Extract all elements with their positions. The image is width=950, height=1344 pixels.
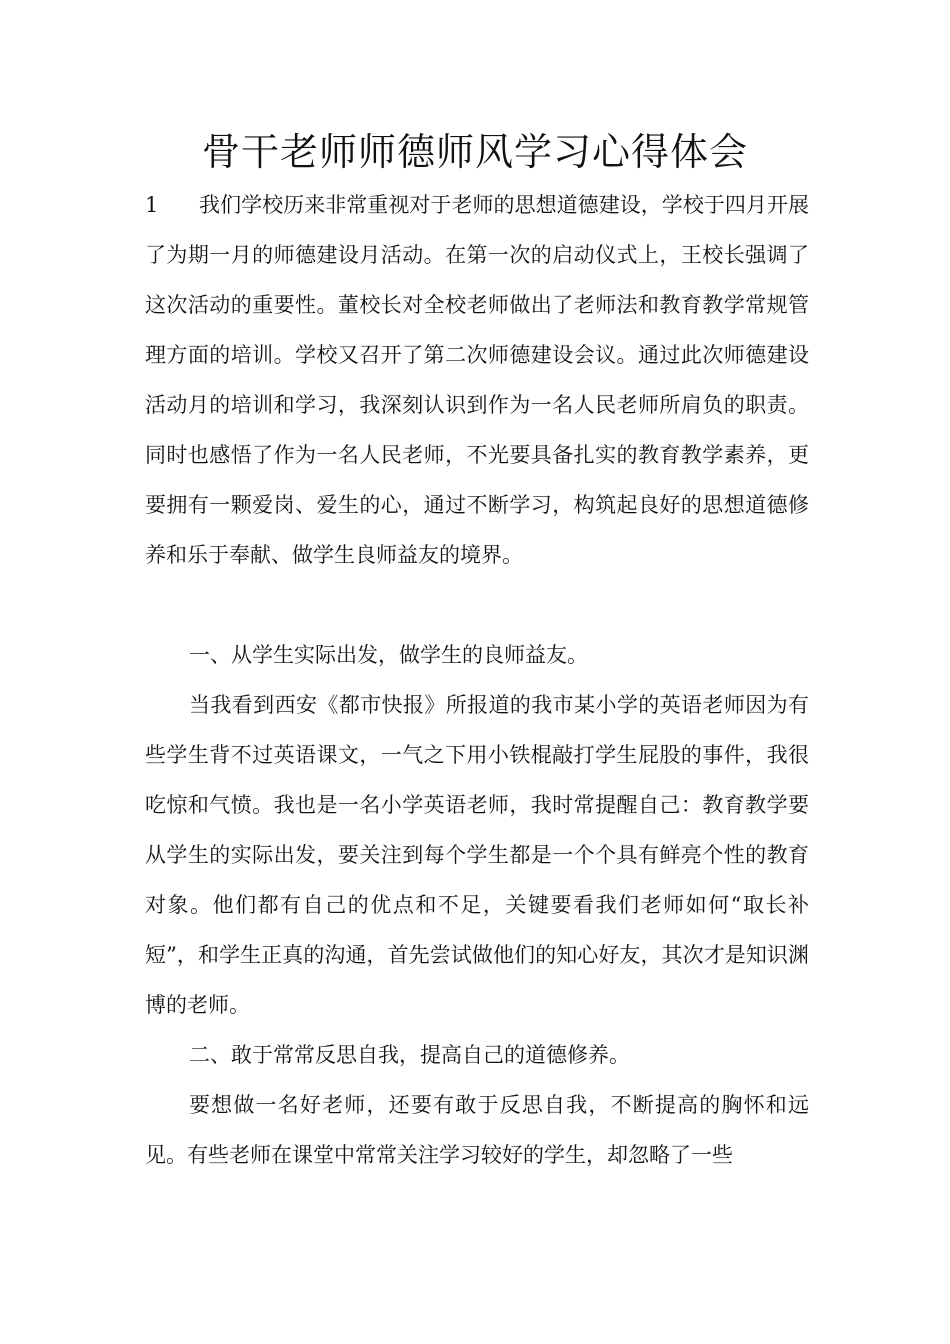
section-heading-2: 二、敢于常常反思自我，提高自己的道德修养。	[189, 1043, 630, 1067]
paragraph-1	[145, 180, 809, 580]
paragraph-number: 1	[145, 193, 159, 217]
section-heading-1: 一、从学生实际出发，做学生的良师益友。	[189, 643, 588, 667]
paragraph-spacer	[145, 580, 809, 630]
paragraph-1-text: 我们学校历来非常重视对于老师的思想道德建设，学校于四月开展了为期一月的师德建设月活动。在第一次的启动仪式上，王校长强调了这次活动的重要性。董校长对全校老师做出了老师法和教育教学常规管理方面的培训。学校又召开了第二次师德建设会议。通过此次师德建设活动月的培训和学习，我深刻认识到作为一名人民老师所肩负的职责。同时也感悟了作为一名人民老师，不光要具备扎实的教育教学素养，更要拥有一颗爱岗、爱生的心，通过不断学习，构筑起良好的思想道德修养和乐于奉献、做学生良师益友的境界。	[145, 193, 809, 567]
paragraph-2: 当我看到西安《都市快报》所报道的我市某小学的英语老师因为有些学生背不过英语课文，一气之下用小铁棍敲打学生屁股的事件，我很吃惊和气愤。我也是一名小学英语老师，我时常提醒自己：教育教学要从学生的实际出发，要关注到每个学生都是一个个具有鲜亮个性的教育对象。他们都有自己的优点和不足，关键要看我们老师如何“取长补短”，和学生正真的沟通，首先尝试做他们的知心好友，其次才是知识渊博的老师。	[145, 693, 809, 1017]
paragraph-3: 要想做一名好老师，还要有敢于反思自我，不断提高的胸怀和远见。有些老师在课堂中常常关注学习较好的学生，却忽略了一些	[145, 1093, 809, 1167]
document-title: 骨干老师师德师风学习心得体会	[201, 130, 748, 174]
document-body	[145, 180, 809, 1180]
